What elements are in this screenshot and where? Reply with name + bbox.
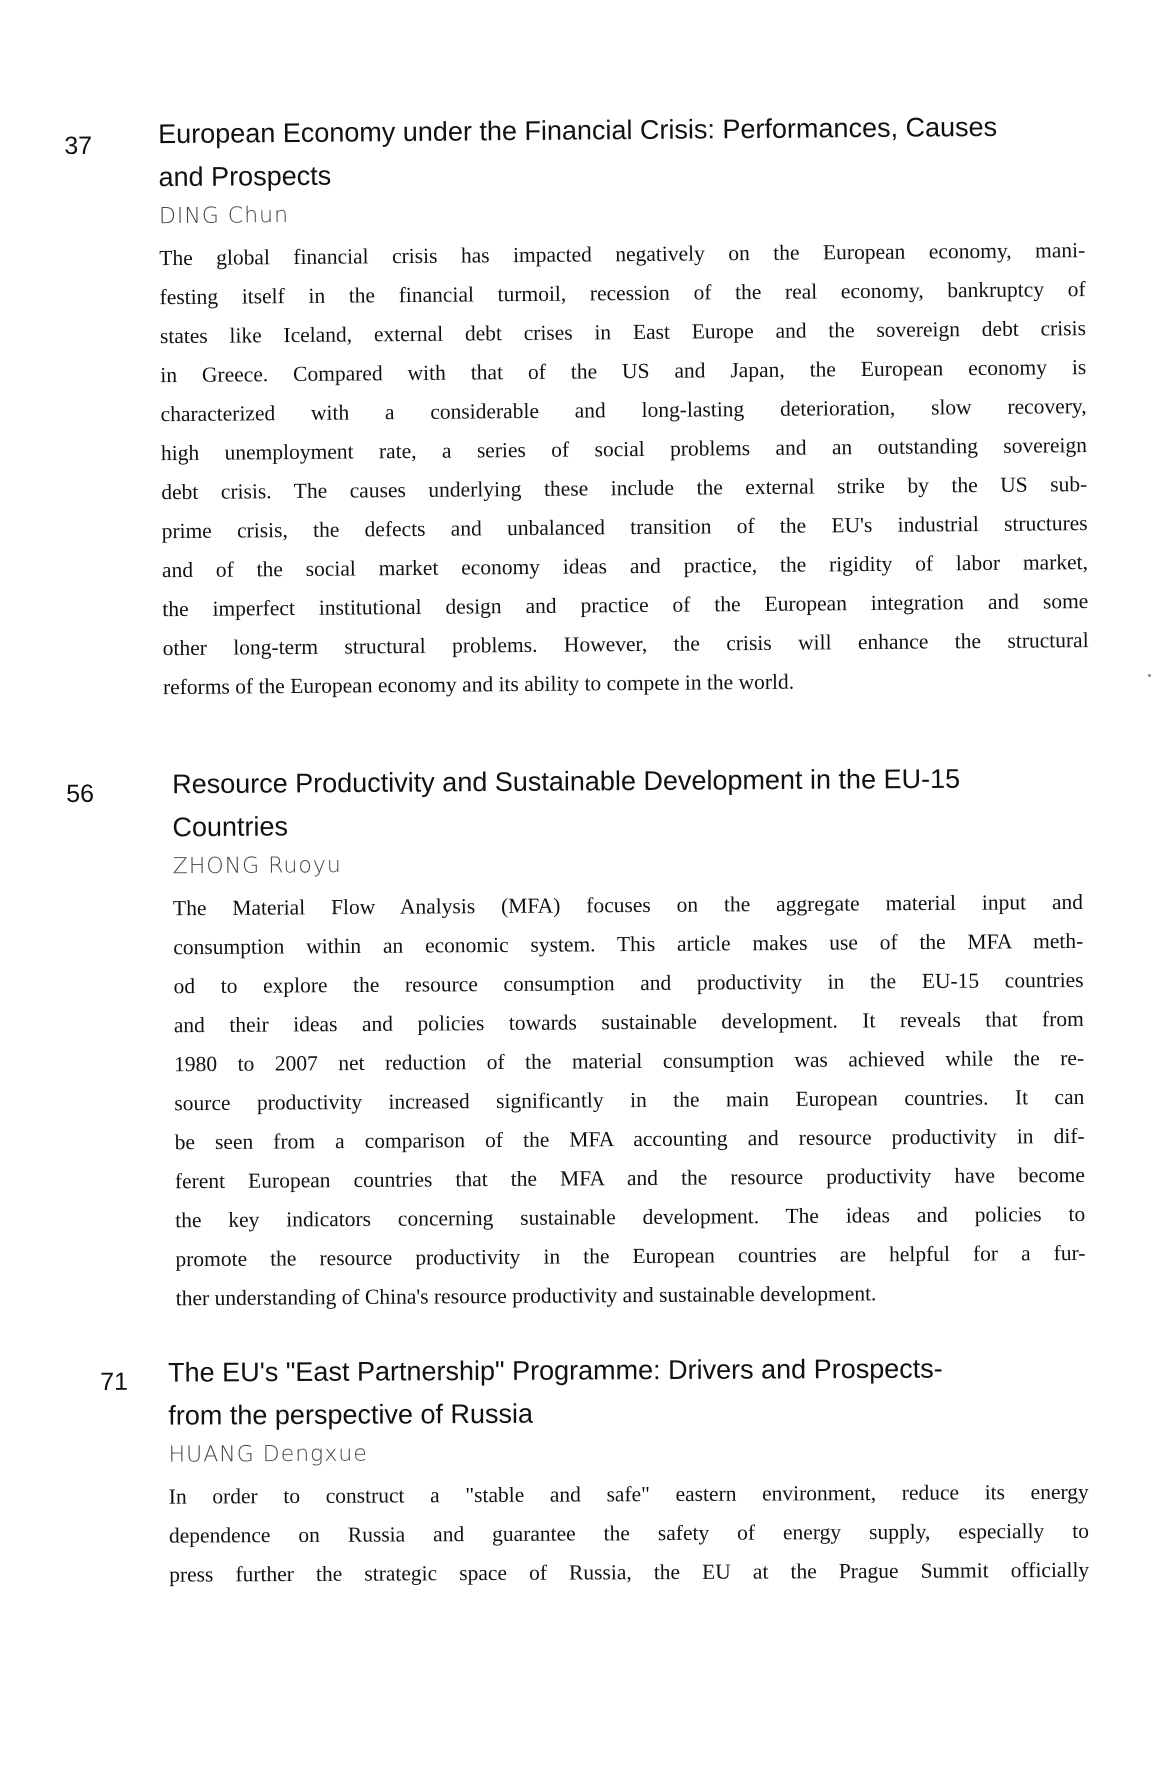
abstract-line: and of the social market economy ideas and practice, the rigidity of labor market, — [161, 550, 1089, 583]
abstract — [173, 883, 1086, 1318]
title-line: Countries — [172, 811, 289, 843]
author-name: DING Chun — [158, 203, 290, 230]
abstract-line: press further the strategic space of Russia, the EU at the Prague Summit officially — [169, 1557, 1090, 1587]
abstract — [169, 1473, 1090, 1595]
abstract-line: states like Iceland, external debt crises in East Europe and the sovereign debt crisis — [159, 316, 1087, 349]
abstract-line: and their ideas and policies towards sustainable development. It reveals that from — [173, 1006, 1084, 1038]
toc-entry — [66, 757, 1096, 1311]
toc-entry — [100, 1347, 1100, 1587]
title-line: from the perspective of Russia — [168, 1398, 534, 1431]
title-line: The EU's "East Partnership" Programme: Drivers and Prospects- — [168, 1353, 943, 1388]
abstract-line: other long-term structural problems. However, the crisis will enhance the structural — [162, 628, 1089, 661]
abstract-line: debt crisis. The causes underlying these include the external strike by the US sub- — [161, 472, 1088, 505]
abstract — [159, 231, 1089, 707]
abstract-line: promote the resource productivity in the European countries are helpful for a fur- — [175, 1240, 1086, 1272]
page-number: 71 — [100, 1367, 129, 1396]
title-line: European Economy under the Financial Crisis: Performances, Causes — [158, 111, 998, 150]
abstract-line: dependence on Russia and guarantee the safety of energy supply, especially to — [168, 1518, 1090, 1548]
abstract-line: The Material Flow Analysis (MFA) focuses on the aggregate material input and — [172, 889, 1084, 921]
abstract-line: source productivity increased significantly in the main European countries. It can — [174, 1084, 1085, 1116]
abstract-line: ferent European countries that the MFA and the resource productivity have become — [174, 1162, 1085, 1194]
article-title — [158, 105, 1095, 199]
abstract-line: reforms of the European economy and its ability to compete in the world. — [162, 669, 795, 700]
article-title — [172, 757, 1093, 849]
abstract-line: The global financial crisis has impacted negatively on the European economy, mani- — [159, 238, 1086, 271]
abstract-line: od to explore the resource consumption and productivity in the EU-15 countries — [173, 967, 1084, 999]
abstract-line: 1980 to 2007 net reduction of the material consumption was achieved while the re- — [174, 1045, 1085, 1077]
title-line: Resource Productivity and Sustainable Development in the EU-15 — [172, 763, 961, 800]
abstract-line: high unemployment rate, a series of social problems and an outstanding sovereign — [160, 433, 1088, 466]
scan-speck — [1148, 674, 1151, 677]
page-number: 37 — [64, 131, 93, 160]
abstract-line: in Greece. Compared with that of the US and Japan, the European economy is — [160, 355, 1087, 388]
toc-entry — [64, 105, 1094, 700]
abstract-line: ther understanding of China's resource productivity and sustainable development. — [175, 1281, 877, 1311]
abstract-line: the key indicators concerning sustainable development. The ideas and policies to — [175, 1201, 1086, 1233]
abstract-line: the imperfect institutional design and practice of the European integration and some — [162, 589, 1089, 622]
author-name: HUANG Dengxue — [168, 1441, 368, 1468]
author-name: ZHONG Ruoyu — [172, 853, 342, 880]
abstract-line: consumption within an economic system. This article makes use of the MFA meth- — [173, 928, 1084, 960]
page-number: 56 — [66, 779, 95, 808]
abstract-line: In order to construct a "stable and safe" eastern environment, reduce its energy — [168, 1479, 1089, 1509]
abstract-line: characterized with a considerable and long-lasting deterioration, slow recovery, — [160, 394, 1087, 427]
title-line: and Prospects — [158, 160, 332, 193]
article-title — [168, 1347, 1094, 1438]
abstract-line: prime crisis, the defects and unbalanced transition of the EU's industrial structures — [161, 511, 1088, 544]
abstract-line: festing itself in the financial turmoil, recession of the real economy, bankruptcy of — [159, 277, 1086, 310]
abstract-line: be seen from a comparison of the MFA accounting and resource productivity in dif- — [174, 1123, 1085, 1155]
